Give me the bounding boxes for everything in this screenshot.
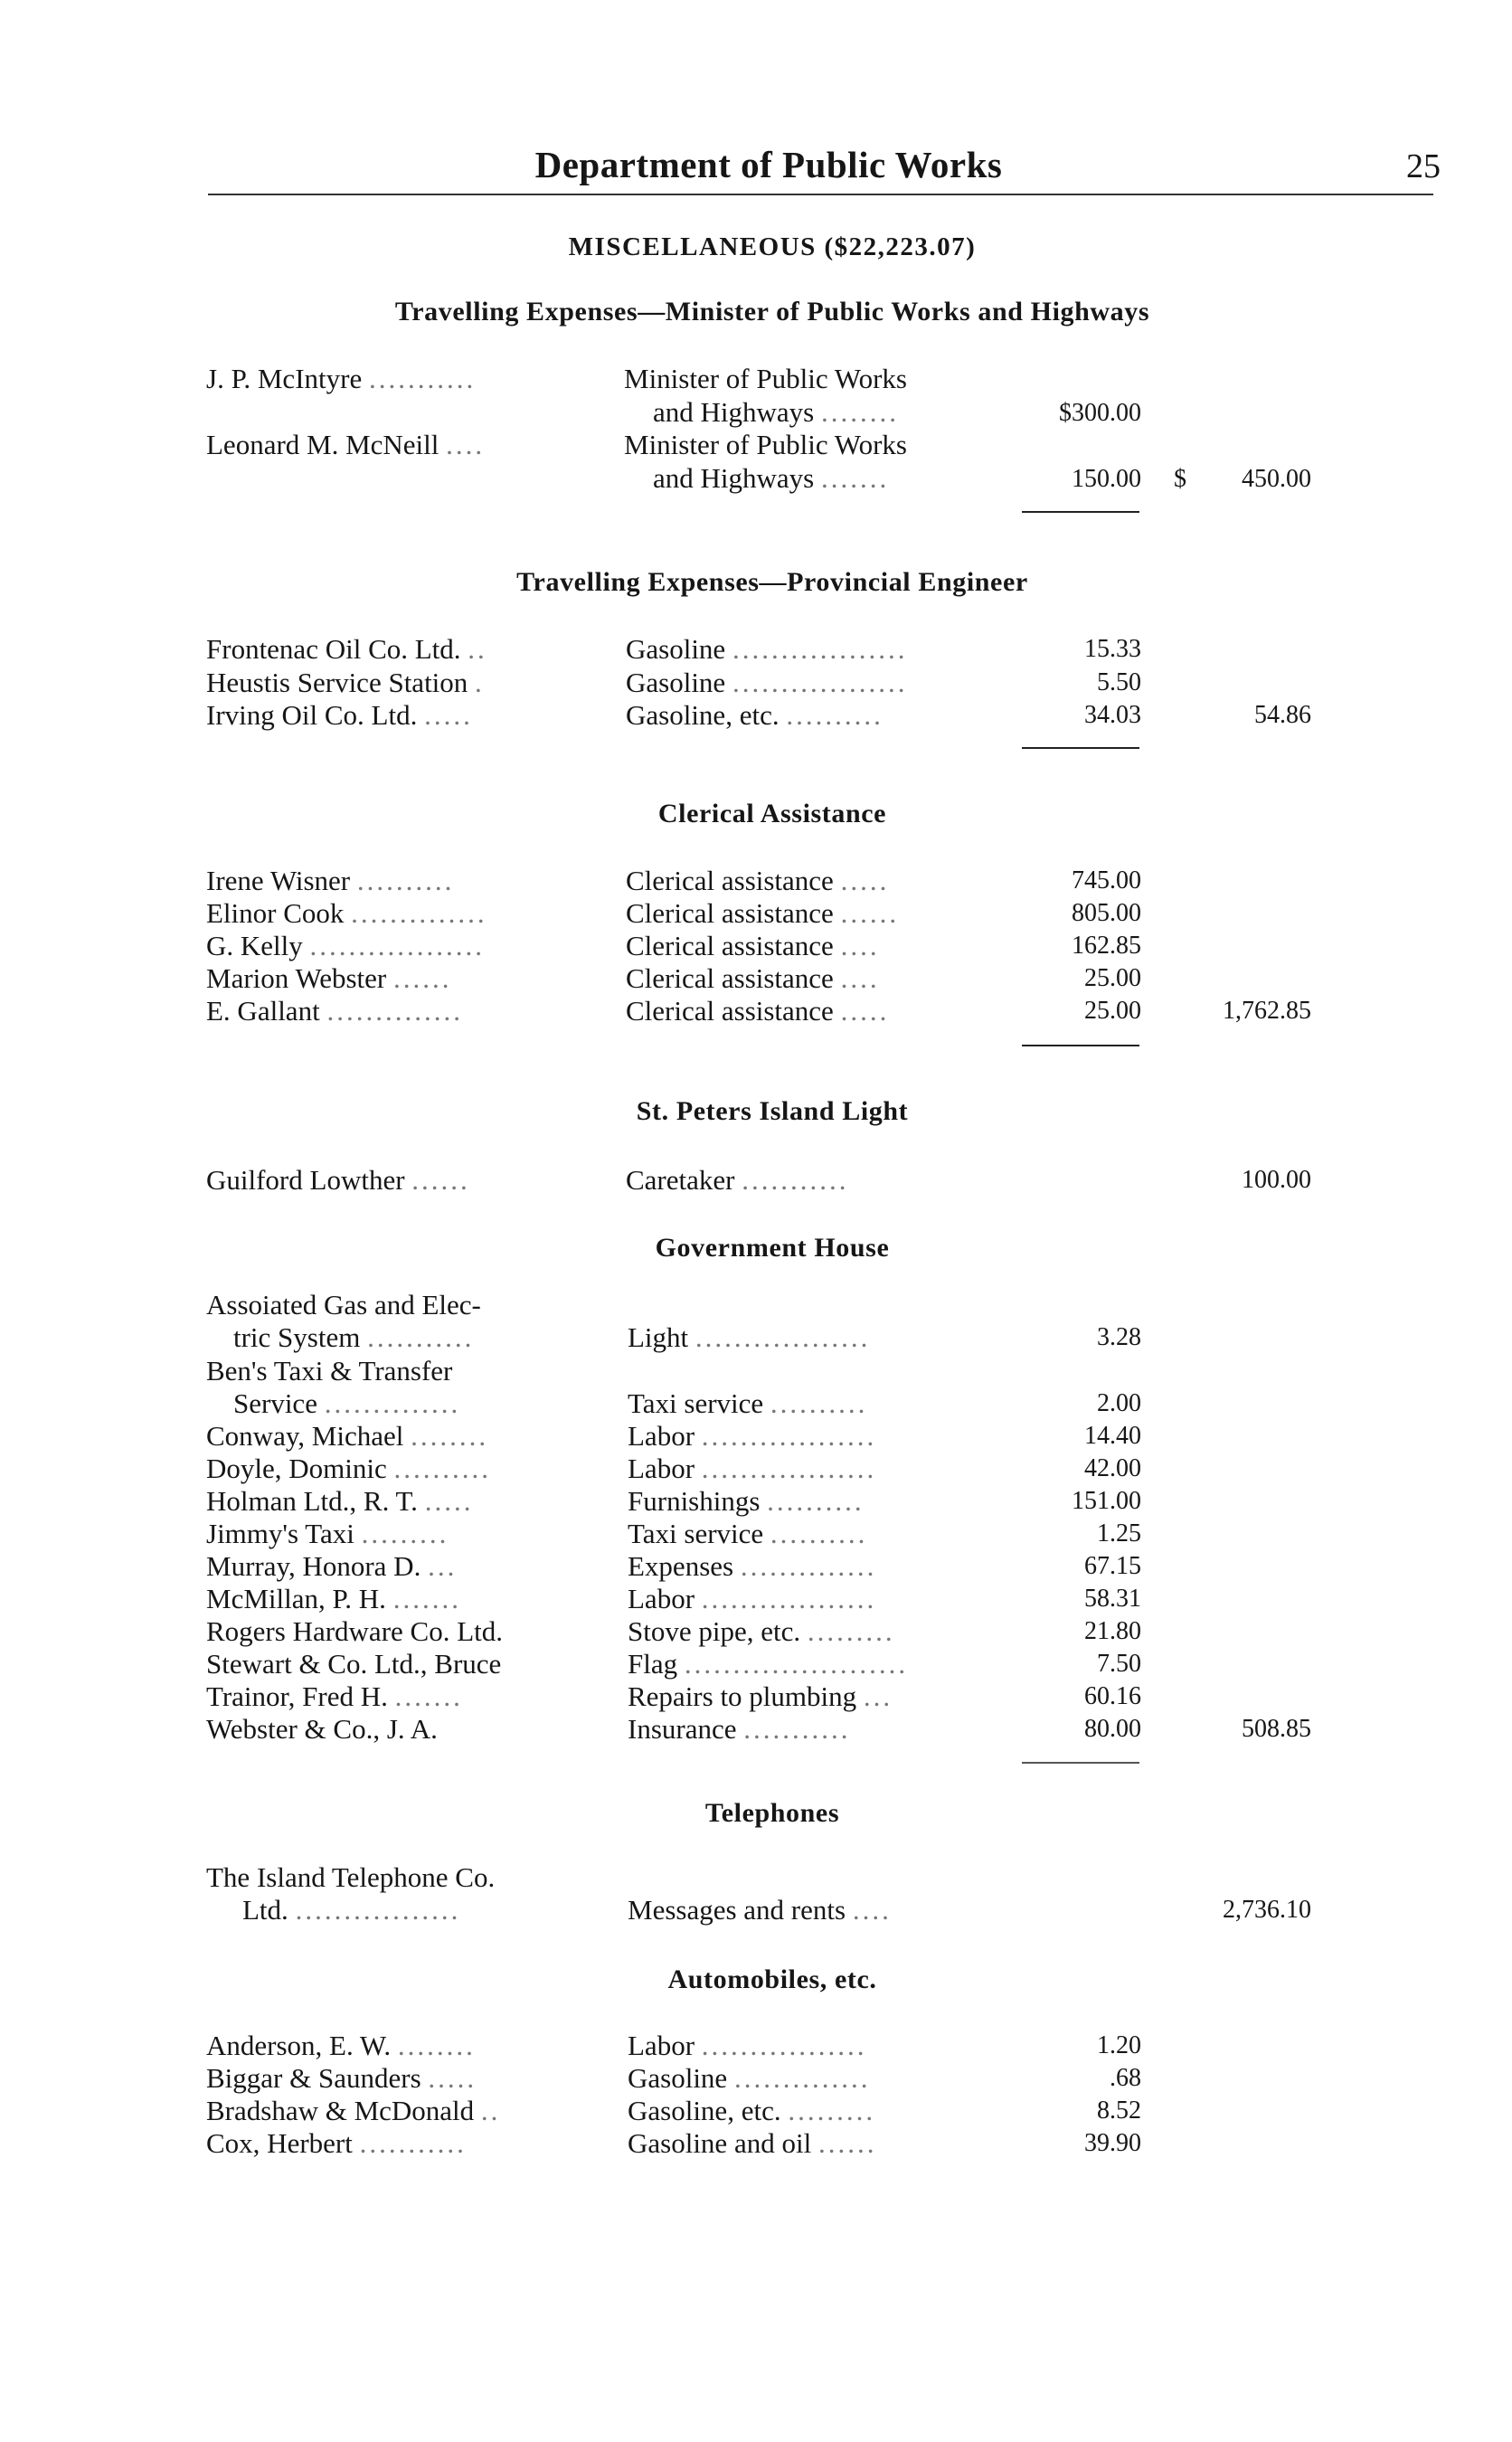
entry-description: Stove pipe, etc. ......... — [628, 1615, 895, 1647]
entry-name-cont: Service .............. — [233, 1387, 461, 1419]
entry-description: Caretaker ........... — [626, 1164, 849, 1196]
entry-description: Taxi service .......... — [628, 1387, 868, 1419]
page-header-title: Department of Public Works — [534, 144, 1003, 185]
entry-amount: 745.00 — [1072, 866, 1141, 894]
entry-description: Minister of Public Works — [624, 429, 907, 460]
entry-description: Clerical assistance ..... — [626, 995, 890, 1027]
entry-description: Labor .................. — [628, 1420, 877, 1452]
entry-description-cont: and Highways ....... — [653, 462, 890, 494]
entry-name: J. P. McIntyre ........... — [206, 363, 477, 394]
entry-amount: $300.00 — [1059, 399, 1141, 427]
entry-amount: 39.90 — [1084, 2129, 1141, 2157]
entry-description: Taxi service .......... — [628, 1518, 868, 1549]
entry-amount: 14.40 — [1084, 1422, 1141, 1450]
entry-name: Stewart & Co. Ltd., Bruce — [206, 1648, 502, 1680]
entry-description: Gasoline and oil ...... — [628, 2127, 877, 2159]
entry-description: Furnishings .......... — [628, 1485, 865, 1517]
entry-description: Clerical assistance .... — [626, 962, 880, 994]
entry-amount: 150.00 — [1072, 465, 1141, 493]
section-total: 100.00 — [1242, 1166, 1311, 1194]
entry-name: Frontenac Oil Co. Ltd. .. — [206, 633, 487, 665]
section-title-minister: Travelling Expenses—Minister of Public Works and Highways — [394, 297, 1150, 327]
entry-amount: .68 — [1110, 2064, 1141, 2092]
entry-description: Clerical assistance .... — [626, 930, 880, 961]
entry-name: The Island Telephone Co. — [206, 1861, 496, 1893]
section-title-st-peters: St. Peters Island Light — [636, 1096, 909, 1126]
entry-amount: 8.52 — [1097, 2097, 1141, 2125]
subtotal-rule — [1022, 1762, 1139, 1764]
entry-name: Irving Oil Co. Ltd. ..... — [206, 699, 473, 731]
section-total: 508.85 — [1242, 1715, 1311, 1743]
entry-amount: 2.00 — [1097, 1389, 1141, 1417]
entry-description: Light .................. — [628, 1321, 871, 1353]
entry-amount: 34.03 — [1084, 701, 1141, 729]
entry-name: McMillan, P. H. ....... — [206, 1583, 461, 1614]
entry-description: Expenses .............. — [628, 1550, 877, 1582]
entry-amount: 60.16 — [1084, 1682, 1141, 1710]
entry-name: Ben's Taxi & Transfer — [206, 1355, 453, 1387]
entry-name: Irene Wisner .......... — [206, 865, 455, 896]
entry-name: Doyle, Dominic .......... — [206, 1453, 491, 1484]
entry-name: Marion Webster ...... — [206, 962, 452, 994]
entry-amount: 1.20 — [1097, 2031, 1141, 2059]
entry-amount: 42.00 — [1084, 1454, 1141, 1482]
entry-amount: 5.50 — [1097, 668, 1141, 696]
section-total: 450.00 — [1242, 465, 1311, 493]
entry-name: E. Gallant .............. — [206, 995, 463, 1027]
entry-name: Webster & Co., J. A. — [206, 1713, 438, 1745]
header-divider — [208, 194, 1433, 195]
entry-name: Assoiated Gas and Elec- — [206, 1289, 481, 1320]
entry-name: Cox, Herbert ........... — [206, 2127, 467, 2159]
entry-name: Bradshaw & McDonald .. — [206, 2095, 501, 2126]
dollar-sign: $ — [1174, 465, 1186, 493]
entry-description: Labor .................. — [628, 1453, 877, 1484]
entry-amount: 1.25 — [1097, 1519, 1141, 1548]
entry-amount: 58.31 — [1084, 1585, 1141, 1613]
section-main-title: MISCELLANEOUS ($22,223.07) — [568, 232, 977, 261]
entry-amount: 67.15 — [1084, 1552, 1141, 1580]
entry-description: Flag ....................... — [628, 1648, 909, 1680]
entry-description: Gasoline .............. — [628, 2062, 871, 2094]
subtotal-rule — [1022, 511, 1139, 513]
entry-name: Elinor Cook .............. — [206, 897, 487, 929]
section-title-clerical: Clerical Assistance — [657, 799, 887, 828]
entry-amount: 805.00 — [1072, 899, 1141, 927]
section-total: 2,736.10 — [1223, 1896, 1311, 1924]
entry-name-cont: Ltd. ................. — [242, 1894, 461, 1926]
entry-amount: 21.80 — [1084, 1617, 1141, 1645]
entry-amount: 25.00 — [1084, 997, 1141, 1025]
entry-name: Conway, Michael ........ — [206, 1420, 489, 1452]
entry-name: Holman Ltd., R. T. ..... — [206, 1485, 474, 1517]
entry-name: Anderson, E. W. ........ — [206, 2030, 476, 2061]
entry-amount: 7.50 — [1097, 1650, 1141, 1678]
entry-description: Insurance ........... — [628, 1713, 851, 1745]
section-total: 1,762.85 — [1223, 997, 1311, 1025]
entry-description: Gasoline .................. — [626, 633, 908, 665]
entry-amount: 15.33 — [1084, 635, 1141, 663]
entry-description: Labor ................. — [628, 2030, 867, 2061]
entry-description: Gasoline, etc. ......... — [628, 2095, 876, 2126]
section-title-engineer: Travelling Expenses—Provincial Engineer — [516, 567, 1028, 597]
entry-name: Murray, Honora D. ... — [206, 1550, 458, 1582]
entry-description: Clerical assistance ...... — [626, 897, 900, 929]
section-title-telephones: Telephones — [704, 1798, 840, 1828]
section-title-automobiles: Automobiles, etc. — [667, 1964, 877, 1994]
entry-description-cont: and Highways ........ — [653, 396, 899, 428]
entry-description: Gasoline, etc. .......... — [626, 699, 884, 731]
entry-amount: 3.28 — [1097, 1323, 1141, 1351]
entry-name: Leonard M. McNeill .... — [206, 429, 486, 460]
entry-description: Labor .................. — [628, 1583, 877, 1614]
subtotal-rule — [1022, 747, 1139, 749]
section-title-government-house: Government House — [655, 1233, 890, 1263]
entry-description: Repairs to plumbing ... — [628, 1680, 893, 1712]
entry-description: Gasoline .................. — [626, 667, 908, 698]
entry-name: Trainor, Fred H. ....... — [206, 1680, 463, 1712]
page-number: 25 — [1406, 147, 1441, 185]
entry-amount: 162.85 — [1072, 932, 1141, 960]
entry-description: Messages and rents .... — [628, 1894, 892, 1926]
entry-name: Biggar & Saunders ..... — [206, 2062, 477, 2094]
subtotal-rule — [1022, 1045, 1139, 1046]
entry-description: Minister of Public Works — [624, 363, 907, 394]
entry-name: Heustis Service Station . — [206, 667, 485, 698]
entry-name: G. Kelly .................. — [206, 930, 486, 961]
entry-name: Guilford Lowther ...... — [206, 1164, 470, 1196]
section-total: 54.86 — [1254, 701, 1311, 729]
entry-name: Rogers Hardware Co. Ltd. — [206, 1615, 503, 1647]
entry-amount: 80.00 — [1084, 1715, 1141, 1743]
entry-amount: 25.00 — [1084, 964, 1141, 992]
entry-name-cont: tric System ........... — [233, 1321, 475, 1353]
entry-amount: 151.00 — [1072, 1487, 1141, 1515]
entry-description: Clerical assistance ..... — [626, 865, 890, 896]
entry-name: Jimmy's Taxi ......... — [206, 1518, 449, 1549]
